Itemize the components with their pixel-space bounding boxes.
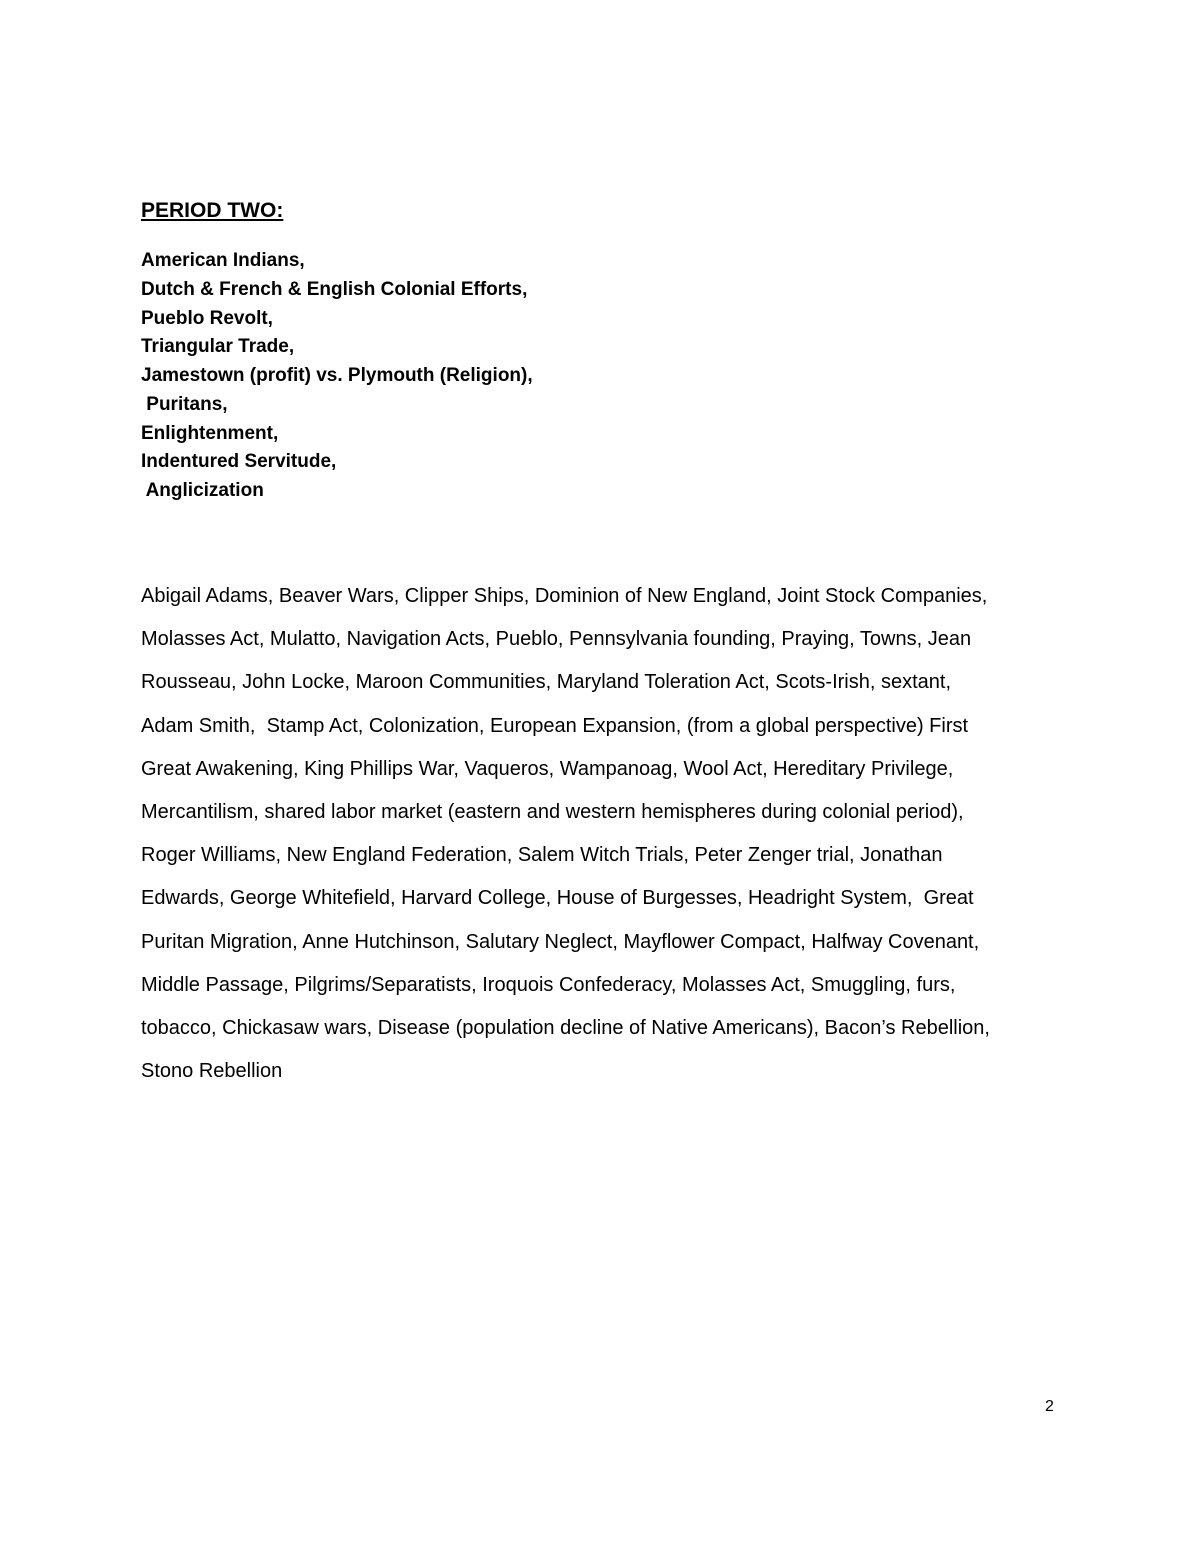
terms-line: Middle Passage, Pilgrims/Separatists, Iroquois Confederacy, Molasses Act, Smuggling, furs, [141,973,956,996]
terms-line: Rousseau, John Locke, Maroon Communities, Maryland Toleration Act, Scots-Irish, sextant, [141,671,952,694]
terms-line: Molasses Act, Mulatto, Navigation Acts, Pueblo, Pennsylvania founding, Praying, Towns, Jean [141,628,972,651]
topic-item: Anglicization [141,480,264,501]
page-number: 2 [1045,1398,1054,1415]
topic-item: American Indians, [141,250,305,271]
topic-item: Puritans, [141,393,228,415]
topic-item: Jamestown (profit) vs. Plymouth (Religion), [141,365,533,386]
terms-line: Stono Rebellion [141,1060,283,1083]
terms-line: Adam Smith, Stamp Act, Colonization, European Expansion, (from a global perspective) First [141,714,969,737]
terms-line: Roger Williams, New England Federation, Salem Witch Trials, Peter Zenger trial, Jonathan [141,844,943,867]
topic-item: Pueblo Revolt, [141,307,273,329]
terms-line: Abigail Adams, Beaver Wars, Clipper Ships, Dominion of New England, Joint Stock Companies, [141,585,988,607]
terms-line: Puritan Migration, Anne Hutchinson, Salutary Neglect, Mayflower Compact, Halfway Covenant, [141,930,980,953]
topic-item: Dutch & French & English Colonial Efforts, [141,278,528,300]
topic-item: Indentured Servitude, [141,451,337,473]
terms-line: Great Awakening, King Phillips War, Vaqueros, Wampanoag, Wool Act, Hereditary Privilege, [141,757,954,780]
topic-list [141,247,841,506]
topic-item: Enlightenment, [141,422,279,444]
terms-line: Edwards, George Whitefield, Harvard College, House of Burgesses, Headright System, Great [141,887,974,910]
terms-line: Mercantilism, shared labor market (eastern and western hemispheres during colonial period), [141,801,964,824]
terms-paragraph [141,575,1071,1093]
section-heading: PERIOD TWO: [141,199,284,222]
terms-line: tobacco, Chickasaw wars, Disease (population decline of Native Americans), Bacon’s Rebellion, [141,1017,990,1040]
topic-item: Triangular Trade, [141,336,295,358]
